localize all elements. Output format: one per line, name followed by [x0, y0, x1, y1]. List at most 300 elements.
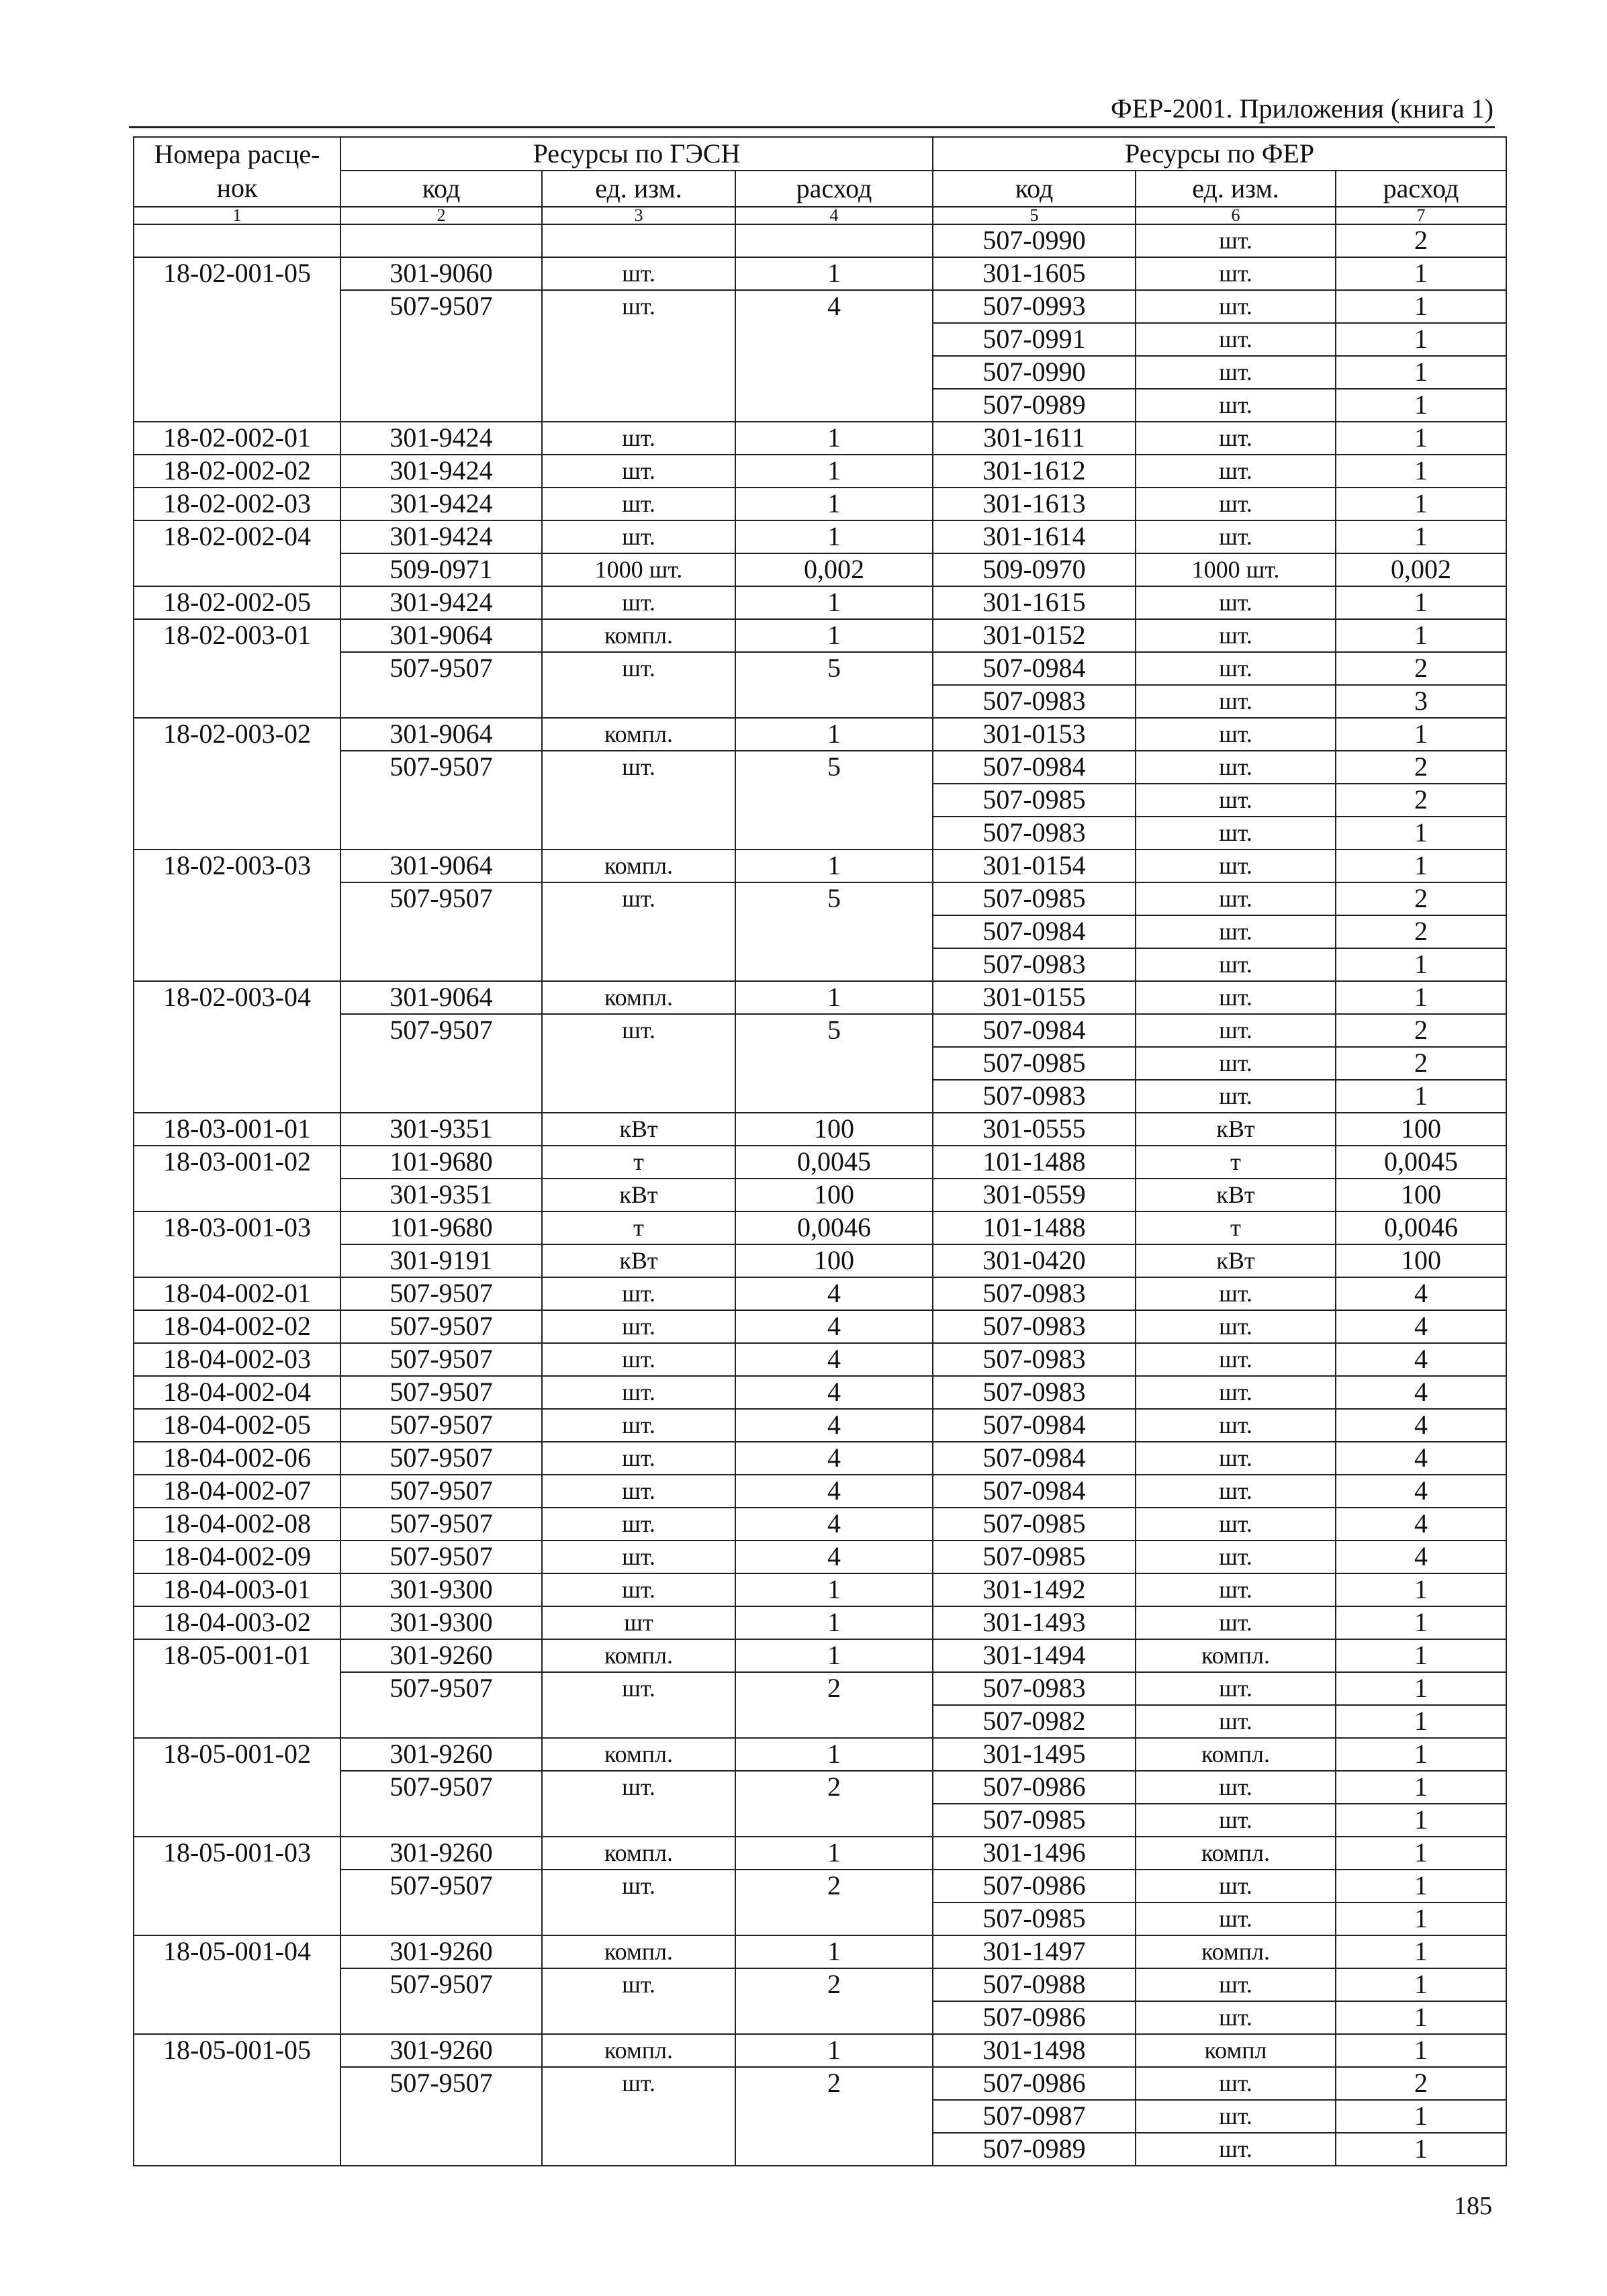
gesn-amount-cell: 1: [735, 981, 933, 1014]
gesn-amount-cell: [735, 1902, 933, 1935]
gesn-unit-cell: компл.: [542, 619, 735, 652]
fer-header: Ресурсы по ФЕР: [933, 137, 1506, 171]
column-number: 2: [340, 207, 542, 224]
fer-code-cell: 301-0559: [933, 1179, 1136, 1211]
fer-amount-cell: 1: [1336, 257, 1506, 290]
fer-code-cell: 507-0985: [933, 1804, 1136, 1837]
rate-number-cell: [134, 323, 340, 356]
fer-amount-cell: 1: [1336, 849, 1506, 882]
fer-code-cell: 301-1612: [933, 455, 1136, 488]
fer-unit-cell: шт.: [1136, 1902, 1336, 1935]
gesn-unit-cell: [542, 915, 735, 948]
table-row: [134, 981, 1506, 1014]
fer-amount-cell: 1: [1336, 1870, 1506, 1902]
table-row: [134, 1409, 1506, 1442]
gesn-amount-cell: 1: [735, 455, 933, 488]
fer-unit-cell: компл.: [1136, 1837, 1336, 1870]
gesn-unit-cell: шт.: [542, 1672, 735, 1705]
fer-unit-cell: компл.: [1136, 1935, 1336, 1968]
table-row: [134, 948, 1506, 981]
fer-code-cell: 301-1493: [933, 1606, 1136, 1639]
fer-code-cell: 507-0986: [933, 1870, 1136, 1902]
rate-number-cell: [134, 915, 340, 948]
fer-amount-cell: 1: [1336, 981, 1506, 1014]
gesn-code-cell: 507-9507: [340, 1870, 542, 1902]
rate-number-cell: 18-02-003-04: [134, 981, 340, 1014]
rate-number-cell: [134, 882, 340, 915]
gesn-amount-cell: [735, 2133, 933, 2166]
rate-number-cell: [134, 817, 340, 849]
gesn-amount-cell: [735, 817, 933, 849]
gesn-code-cell: 301-9300: [340, 1573, 542, 1606]
fer-amount-cell: 1: [1336, 619, 1506, 652]
table-row: [134, 1244, 1506, 1277]
gesn-code-cell: 301-9424: [340, 488, 542, 520]
gesn-amount-cell: [735, 948, 933, 981]
fer-code-cell: 507-0984: [933, 751, 1136, 784]
rate-number-cell: 18-02-001-05: [134, 257, 340, 290]
fer-code-cell: 507-0984: [933, 1475, 1136, 1508]
fer-amount-cell: 4: [1336, 1508, 1506, 1541]
rate-number-cell: [134, 1968, 340, 2001]
fer-amount-cell: 2: [1336, 2067, 1506, 2100]
gesn-amount-cell: 4: [735, 1508, 933, 1541]
table-row: [134, 882, 1506, 915]
gesn-code-cell: 507-9507: [340, 751, 542, 784]
gesn-code-cell: 507-9507: [340, 1541, 542, 1573]
fer-code-cell: 301-1613: [933, 488, 1136, 520]
fer-code-cell: 507-0990: [933, 356, 1136, 389]
gesn-unit-cell: шт.: [542, 882, 735, 915]
gesn-code-cell: [340, 224, 542, 257]
gesn-unit-cell: [542, 2100, 735, 2133]
fer-unit-cell: шт.: [1136, 1014, 1336, 1047]
gesn-unit-cell: шт.: [542, 257, 735, 290]
header-rule: [129, 126, 1495, 128]
fer-amount-cell: 1: [1336, 1080, 1506, 1113]
fer-unit-cell: шт.: [1136, 981, 1336, 1014]
fer-code-cell: 301-0152: [933, 619, 1136, 652]
fer-amount-cell: 1: [1336, 2133, 1506, 2166]
fer-amount-cell: 2: [1336, 915, 1506, 948]
gesn-code-cell: 301-9064: [340, 718, 542, 751]
gesn-amount-cell: 2: [735, 2067, 933, 2100]
gesn-amount-cell: [735, 784, 933, 817]
fer-unit-cell: шт.: [1136, 1047, 1336, 1080]
gesn-code-cell: 507-9507: [340, 1376, 542, 1409]
fer-code-cell: 101-1488: [933, 1211, 1136, 1244]
gesn-unit-cell: компл.: [542, 849, 735, 882]
gesn-code-header: код: [340, 171, 542, 207]
fer-amount-cell: 1: [1336, 1902, 1506, 1935]
fer-unit-cell: шт.: [1136, 948, 1336, 981]
fer-amount-cell: 1: [1336, 290, 1506, 323]
fer-unit-cell: шт.: [1136, 1573, 1336, 1606]
table-row: [134, 1935, 1506, 1968]
table-row: [134, 2034, 1506, 2067]
table-row: [134, 1541, 1506, 1573]
rate-number-cell: 18-03-001-01: [134, 1113, 340, 1146]
table-row: [134, 488, 1506, 520]
column-number: 4: [735, 207, 933, 224]
gesn-unit-cell: [542, 1902, 735, 1935]
fer-code-cell: 509-0970: [933, 553, 1136, 586]
table-row: [134, 290, 1506, 323]
table-row: [134, 718, 1506, 751]
gesn-code-cell: 301-9260: [340, 1935, 542, 1968]
rate-number-cell: 18-05-001-02: [134, 1738, 340, 1771]
fer-amount-cell: 1: [1336, 488, 1506, 520]
fer-unit-cell: шт.: [1136, 817, 1336, 849]
gesn-code-cell: 301-9424: [340, 586, 542, 619]
fer-amount-cell: 2: [1336, 224, 1506, 257]
fer-amount-cell: 1: [1336, 422, 1506, 455]
fer-unit-cell: шт.: [1136, 2133, 1336, 2166]
gesn-code-cell: 301-9260: [340, 1738, 542, 1771]
fer-code-cell: 507-0985: [933, 1047, 1136, 1080]
fer-code-cell: 507-0986: [933, 2001, 1136, 2034]
fer-unit-cell: шт.: [1136, 915, 1336, 948]
table-row: [134, 1442, 1506, 1475]
rate-number-cell: 18-03-001-03: [134, 1211, 340, 1244]
fer-code-cell: 301-1498: [933, 2034, 1136, 2067]
gesn-code-cell: 301-9064: [340, 981, 542, 1014]
gesn-unit-cell: [542, 948, 735, 981]
fer-amount-cell: 2: [1336, 652, 1506, 685]
gesn-code-cell: 507-9507: [340, 1014, 542, 1047]
fer-unit-cell: шт.: [1136, 356, 1336, 389]
fer-unit-cell: шт.: [1136, 323, 1336, 356]
gesn-amount-header: расход: [735, 171, 933, 207]
fer-unit-cell: т: [1136, 1146, 1336, 1179]
fer-code-cell: 507-0985: [933, 1508, 1136, 1541]
table-row: [134, 1870, 1506, 1902]
fer-unit-cell: шт.: [1136, 2100, 1336, 2133]
table-row: [134, 2001, 1506, 2034]
fer-code-cell: 301-0153: [933, 718, 1136, 751]
gesn-unit-cell: [542, 784, 735, 817]
table-row: [134, 553, 1506, 586]
gesn-code-cell: [340, 948, 542, 981]
fer-unit-cell: шт.: [1136, 1870, 1336, 1902]
fer-amount-cell: 1: [1336, 1771, 1506, 1804]
fer-code-cell: 507-0985: [933, 1541, 1136, 1573]
gesn-code-cell: 301-9260: [340, 1639, 542, 1672]
table-row: [134, 849, 1506, 882]
rate-number-cell: 18-04-002-03: [134, 1343, 340, 1376]
fer-code-cell: 507-0984: [933, 652, 1136, 685]
gesn-code-cell: 507-9507: [340, 1771, 542, 1804]
rate-number-cell: 18-04-003-02: [134, 1606, 340, 1639]
rate-number-cell: 18-02-003-03: [134, 849, 340, 882]
fer-code-cell: 301-0154: [933, 849, 1136, 882]
rate-numbers-header-label: Номера расце- нок: [154, 139, 320, 203]
fer-unit-cell: компл.: [1136, 1639, 1336, 1672]
fer-amount-cell: 4: [1336, 1277, 1506, 1310]
table-row: [134, 1606, 1506, 1639]
rate-number-cell: 18-05-001-04: [134, 1935, 340, 1968]
gesn-unit-cell: [542, 817, 735, 849]
gesn-amount-cell: 2: [735, 1672, 933, 1705]
fer-code-cell: 301-1614: [933, 520, 1136, 553]
rate-number-cell: [134, 652, 340, 685]
fer-code-cell: 507-0983: [933, 1310, 1136, 1343]
gesn-amount-cell: 2: [735, 1771, 933, 1804]
table-row: [134, 1343, 1506, 1376]
table-row: [134, 619, 1506, 652]
rate-number-cell: 18-05-001-03: [134, 1837, 340, 1870]
gesn-amount-cell: 1: [735, 1935, 933, 1968]
fer-unit-cell: шт.: [1136, 685, 1336, 718]
gesn-code-cell: 101-9680: [340, 1146, 542, 1179]
fer-code-cell: 507-0983: [933, 817, 1136, 849]
table-row: [134, 652, 1506, 685]
column-number-row: [134, 207, 1506, 224]
gesn-amount-cell: 2: [735, 1870, 933, 1902]
fer-code-cell: 507-0983: [933, 1080, 1136, 1113]
fer-code-cell: 507-0984: [933, 1014, 1136, 1047]
table-row: [134, 2133, 1506, 2166]
gesn-unit-cell: шт.: [542, 520, 735, 553]
fer-amount-cell: 1: [1336, 1705, 1506, 1738]
fer-code-cell: 507-0986: [933, 1771, 1136, 1804]
gesn-amount-cell: 1: [735, 1606, 933, 1639]
gesn-amount-cell: 1: [735, 718, 933, 751]
table-row: [134, 356, 1506, 389]
fer-amount-cell: 1: [1336, 948, 1506, 981]
gesn-code-cell: 301-9064: [340, 849, 542, 882]
fer-unit-cell: шт.: [1136, 1442, 1336, 1475]
rate-number-cell: 18-02-002-04: [134, 520, 340, 553]
fer-code-cell: 101-1488: [933, 1146, 1136, 1179]
table-row: [134, 1902, 1506, 1935]
fer-unit-cell: шт.: [1136, 1672, 1336, 1705]
gesn-amount-cell: 5: [735, 1014, 933, 1047]
table-row: [134, 257, 1506, 290]
gesn-amount-cell: 5: [735, 882, 933, 915]
fer-amount-cell: 2: [1336, 751, 1506, 784]
fer-amount-cell: 0,0045: [1336, 1146, 1506, 1179]
fer-amount-cell: 1: [1336, 817, 1506, 849]
table-row: [134, 1968, 1506, 2001]
gesn-code-cell: [340, 1804, 542, 1837]
gesn-code-cell: 507-9507: [340, 1409, 542, 1442]
rate-number-cell: [134, 751, 340, 784]
rate-number-cell: [134, 1080, 340, 1113]
gesn-unit-cell: [542, 2133, 735, 2166]
rate-number-cell: [134, 290, 340, 323]
table-row: [134, 1771, 1506, 1804]
column-number: 3: [542, 207, 735, 224]
rate-number-cell: [134, 1047, 340, 1080]
gesn-unit-cell: шт.: [542, 1442, 735, 1475]
table-row: [134, 1672, 1506, 1705]
fer-unit-cell: шт.: [1136, 290, 1336, 323]
gesn-amount-cell: 1: [735, 1837, 933, 1870]
fer-code-cell: 507-0985: [933, 1902, 1136, 1935]
fer-code-cell: 507-0985: [933, 882, 1136, 915]
fer-amount-cell: 1: [1336, 455, 1506, 488]
gesn-amount-cell: 4: [735, 1442, 933, 1475]
table-row: [134, 1508, 1506, 1541]
fer-amount-cell: 4: [1336, 1541, 1506, 1573]
fer-code-header: код: [933, 171, 1136, 207]
fer-unit-cell: шт.: [1136, 1310, 1336, 1343]
fer-unit-cell: шт.: [1136, 1968, 1336, 2001]
table-row: [134, 389, 1506, 422]
rate-number-cell: 18-04-002-09: [134, 1541, 340, 1573]
gesn-code-cell: 507-9507: [340, 882, 542, 915]
rate-number-cell: [134, 356, 340, 389]
fer-unit-cell: шт.: [1136, 1541, 1336, 1573]
gesn-amount-cell: [735, 323, 933, 356]
fer-code-cell: 507-0988: [933, 1968, 1136, 2001]
fer-amount-cell: 1: [1336, 323, 1506, 356]
rate-numbers-header: [134, 137, 340, 207]
gesn-amount-cell: 1: [735, 586, 933, 619]
fer-unit-cell: шт.: [1136, 1080, 1336, 1113]
gesn-code-cell: 507-9507: [340, 1508, 542, 1541]
fer-unit-cell: шт.: [1136, 1376, 1336, 1409]
fer-unit-cell: компл.: [1136, 1738, 1336, 1771]
rate-number-cell: 18-02-003-02: [134, 718, 340, 751]
gesn-unit-cell: шт.: [542, 1409, 735, 1442]
fer-code-cell: 507-0989: [933, 2133, 1136, 2166]
gesn-unit-cell: т: [542, 1146, 735, 1179]
rate-number-cell: 18-04-002-07: [134, 1475, 340, 1508]
fer-amount-cell: 1: [1336, 1837, 1506, 1870]
rate-number-cell: [134, 784, 340, 817]
column-number: 7: [1336, 207, 1506, 224]
fer-unit-cell: компл: [1136, 2034, 1336, 2067]
rate-number-cell: [134, 389, 340, 422]
fer-unit-cell: шт.: [1136, 784, 1336, 817]
gesn-amount-cell: [735, 2001, 933, 2034]
rate-number-cell: 18-03-001-02: [134, 1146, 340, 1179]
gesn-amount-cell: 5: [735, 652, 933, 685]
gesn-amount-cell: 4: [735, 1310, 933, 1343]
fer-amount-cell: 1: [1336, 1672, 1506, 1705]
fer-code-cell: 507-0991: [933, 323, 1136, 356]
gesn-unit-cell: шт.: [542, 1968, 735, 2001]
gesn-unit-cell: шт.: [542, 2067, 735, 2100]
fer-unit-cell: шт.: [1136, 488, 1336, 520]
fer-unit-cell: шт.: [1136, 2001, 1336, 2034]
gesn-amount-cell: 1: [735, 257, 933, 290]
fer-amount-cell: 2: [1336, 1014, 1506, 1047]
gesn-code-cell: 101-9680: [340, 1211, 542, 1244]
gesn-amount-cell: [735, 389, 933, 422]
fer-unit-cell: шт.: [1136, 422, 1336, 455]
gesn-amount-cell: 1: [735, 488, 933, 520]
fer-unit-cell: шт.: [1136, 520, 1336, 553]
gesn-amount-cell: [735, 1804, 933, 1837]
fer-amount-cell: 1: [1336, 1639, 1506, 1672]
gesn-unit-cell: 1000 шт.: [542, 553, 735, 586]
fer-code-cell: 301-1497: [933, 1935, 1136, 1968]
fer-amount-cell: 2: [1336, 784, 1506, 817]
gesn-amount-cell: [735, 915, 933, 948]
gesn-amount-cell: 1: [735, 2034, 933, 2067]
table-row: [134, 586, 1506, 619]
fer-amount-cell: 0,002: [1336, 553, 1506, 586]
gesn-amount-cell: 100: [735, 1244, 933, 1277]
gesn-unit-cell: кВт: [542, 1244, 735, 1277]
fer-amount-cell: 1: [1336, 718, 1506, 751]
gesn-code-cell: 507-9507: [340, 290, 542, 323]
fer-amount-cell: 1: [1336, 389, 1506, 422]
rate-number-cell: [134, 1804, 340, 1837]
gesn-amount-cell: 4: [735, 1409, 933, 1442]
gesn-header: Ресурсы по ГЭСН: [340, 137, 933, 171]
fer-amount-cell: 4: [1336, 1310, 1506, 1343]
rate-number-cell: 18-05-001-01: [134, 1639, 340, 1672]
table-row: [134, 1376, 1506, 1409]
gesn-code-cell: 507-9507: [340, 1277, 542, 1310]
gesn-code-cell: 507-9507: [340, 1343, 542, 1376]
fer-amount-cell: 4: [1336, 1475, 1506, 1508]
gesn-unit-cell: шт.: [542, 290, 735, 323]
fer-code-cell: 301-1611: [933, 422, 1136, 455]
rate-number-cell: 18-05-001-05: [134, 2034, 340, 2067]
gesn-unit-cell: шт.: [542, 652, 735, 685]
gesn-unit-cell: шт.: [542, 1573, 735, 1606]
rate-number-cell: [134, 1870, 340, 1902]
gesn-amount-cell: 100: [735, 1113, 933, 1146]
fer-amount-cell: 4: [1336, 1409, 1506, 1442]
rate-number-cell: 18-04-003-01: [134, 1573, 340, 1606]
fer-unit-cell: шт.: [1136, 1475, 1336, 1508]
gesn-code-cell: [340, 1080, 542, 1113]
fer-unit-cell: 1000 шт.: [1136, 553, 1336, 586]
rate-number-cell: [134, 2133, 340, 2166]
gesn-unit-header: ед. изм.: [542, 171, 735, 207]
fer-unit-cell: шт.: [1136, 1804, 1336, 1837]
fer-code-cell: 301-1496: [933, 1837, 1136, 1870]
fer-amount-cell: 1: [1336, 1573, 1506, 1606]
gesn-code-cell: [340, 685, 542, 718]
fer-code-cell: 507-0983: [933, 685, 1136, 718]
gesn-code-cell: 509-0971: [340, 553, 542, 586]
gesn-amount-cell: 1: [735, 619, 933, 652]
gesn-code-cell: [340, 2100, 542, 2133]
table-row: [134, 1738, 1506, 1771]
gesn-unit-cell: [542, 389, 735, 422]
rate-number-cell: [134, 2067, 340, 2100]
gesn-unit-cell: [542, 685, 735, 718]
gesn-unit-cell: [542, 224, 735, 257]
gesn-unit-cell: шт.: [542, 422, 735, 455]
gesn-unit-cell: шт.: [542, 1310, 735, 1343]
gesn-unit-cell: шт.: [542, 751, 735, 784]
fer-code-cell: 301-1492: [933, 1573, 1136, 1606]
gesn-amount-cell: [735, 685, 933, 718]
fer-code-cell: 507-0983: [933, 1343, 1136, 1376]
rate-number-cell: [134, 2001, 340, 2034]
fer-amount-cell: 4: [1336, 1343, 1506, 1376]
fer-amount-cell: 1: [1336, 520, 1506, 553]
gesn-amount-cell: 1: [735, 1738, 933, 1771]
gesn-unit-cell: шт: [542, 1606, 735, 1639]
gesn-unit-cell: компл.: [542, 981, 735, 1014]
rate-number-cell: 18-04-002-02: [134, 1310, 340, 1343]
fer-unit-cell: шт.: [1136, 1409, 1336, 1442]
table-row: [134, 1639, 1506, 1672]
gesn-code-cell: 507-9507: [340, 1310, 542, 1343]
gesn-unit-cell: кВт: [542, 1179, 735, 1211]
table-row: [134, 1113, 1506, 1146]
fer-unit-cell: шт.: [1136, 224, 1336, 257]
